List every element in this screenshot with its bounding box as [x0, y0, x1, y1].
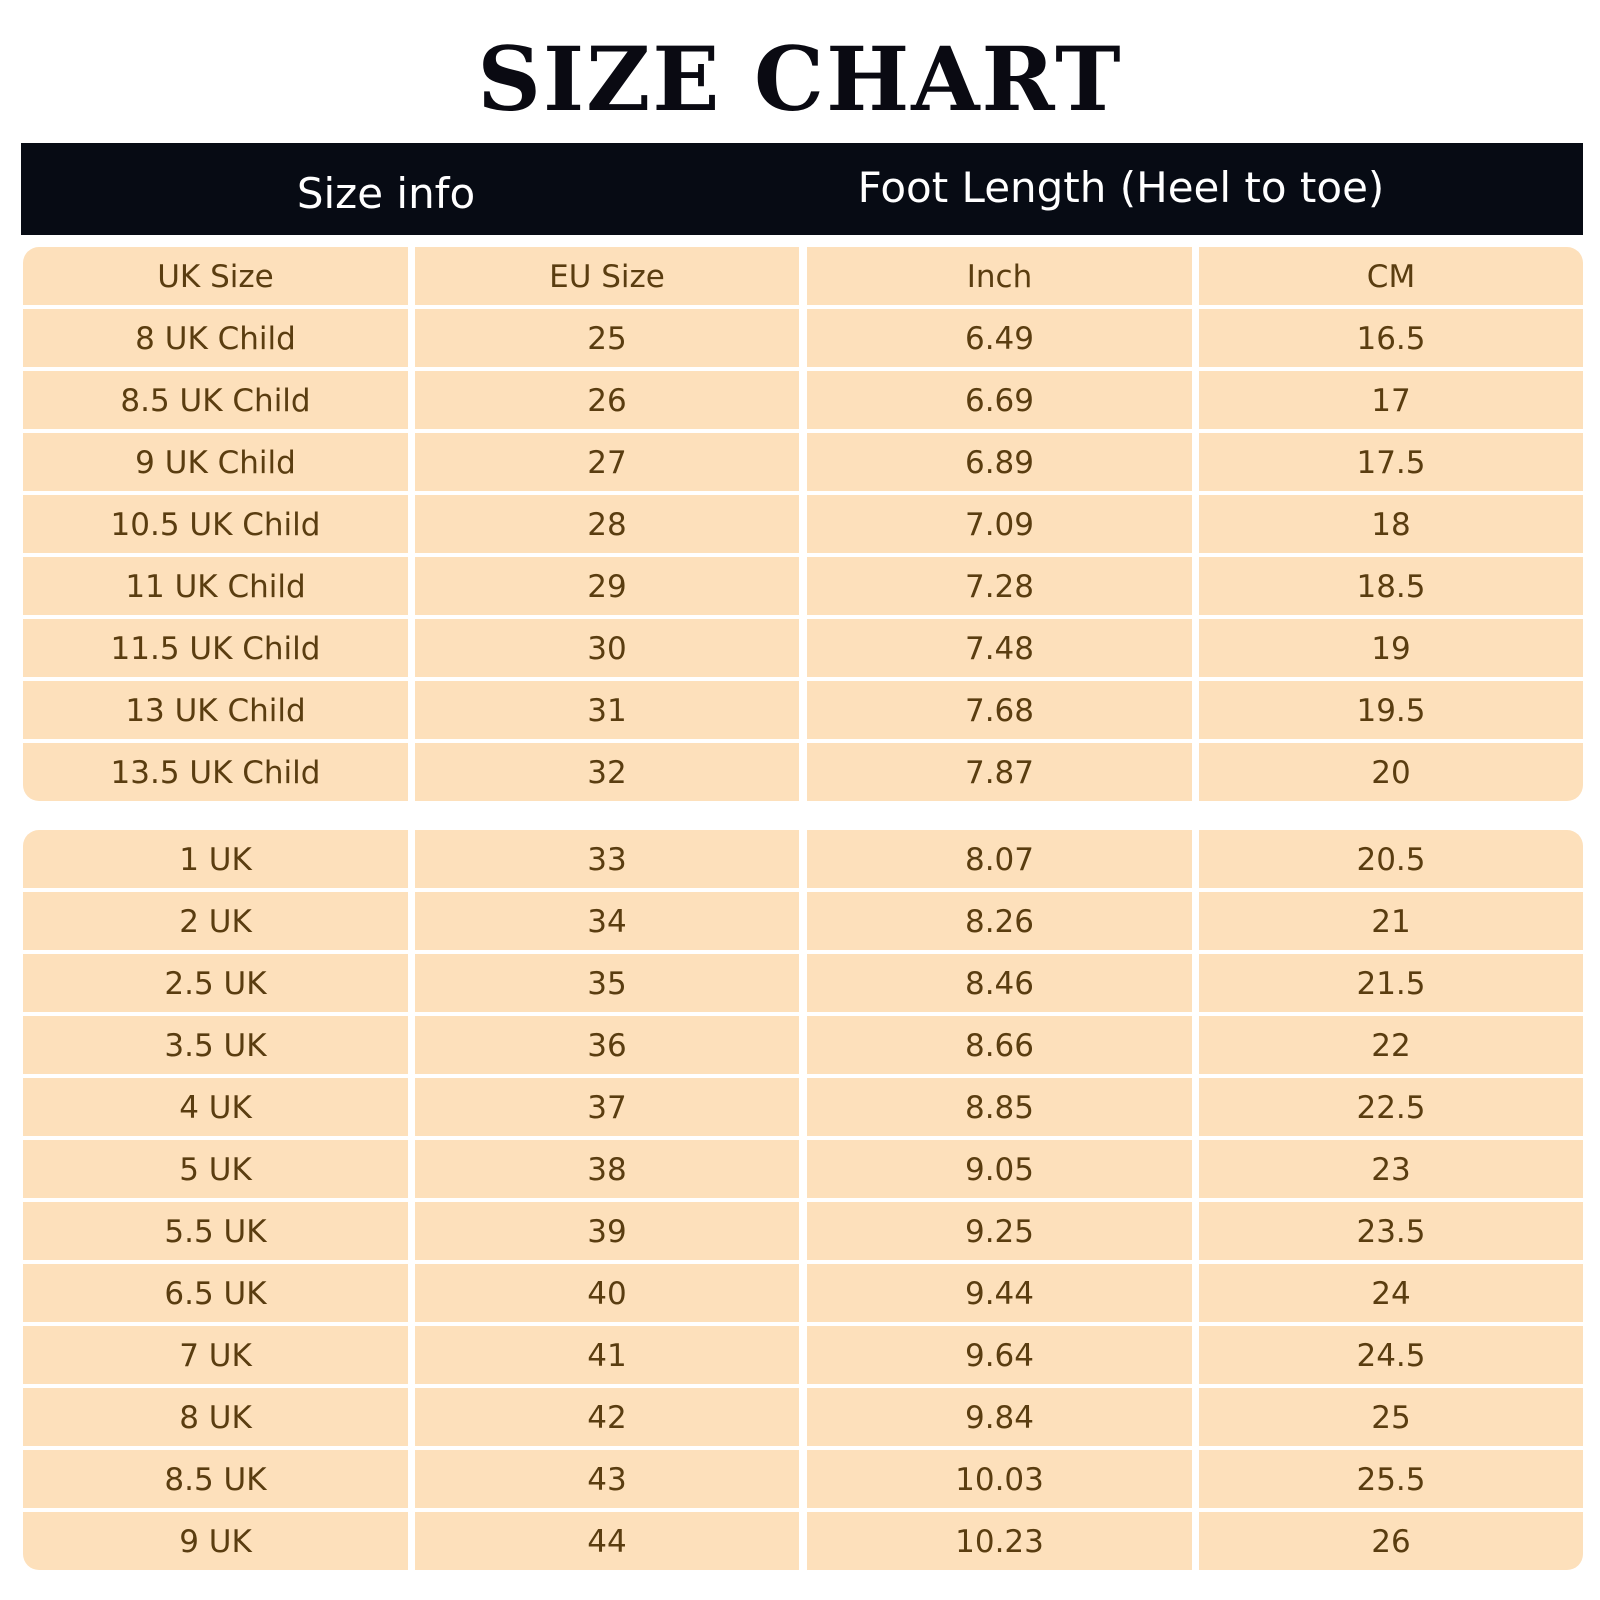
column-header: EU Size	[415, 247, 799, 305]
uk-size-cell: 13 UK Child	[23, 681, 408, 739]
table-row	[21, 557, 1583, 615]
column-header: UK Size	[23, 247, 408, 305]
inch-cell: 6.69	[807, 371, 1192, 429]
cm-cell: 23	[1199, 1140, 1583, 1198]
inch-cell: 8.07	[807, 830, 1192, 888]
uk-size-cell: 2.5 UK	[23, 954, 408, 1012]
cm-cell: 23.5	[1199, 1202, 1583, 1260]
eu-size-cell: 37	[415, 1078, 799, 1136]
table-row	[21, 495, 1583, 553]
table-row	[21, 619, 1583, 677]
cm-cell: 21	[1199, 892, 1583, 950]
inch-cell: 9.64	[807, 1326, 1192, 1384]
eu-size-cell: 28	[415, 495, 799, 553]
inch-cell: 8.46	[807, 954, 1192, 1012]
inch-cell: 9.05	[807, 1140, 1192, 1198]
inch-cell: 8.66	[807, 1016, 1192, 1074]
cm-cell: 21.5	[1199, 954, 1583, 1012]
cm-cell: 26	[1199, 1512, 1583, 1570]
cm-cell: 24.5	[1199, 1326, 1583, 1384]
inch-cell: 9.84	[807, 1388, 1192, 1446]
cm-cell: 19	[1199, 619, 1583, 677]
table-row	[21, 892, 1583, 950]
eu-size-cell: 35	[415, 954, 799, 1012]
uk-size-cell: 5.5 UK	[23, 1202, 408, 1260]
header-foot-length: Foot Length (Heel to toe)	[857, 162, 1385, 212]
eu-size-cell: 29	[415, 557, 799, 615]
cm-cell: 20	[1199, 743, 1583, 801]
inch-cell: 7.09	[807, 495, 1192, 553]
inch-cell: 6.49	[807, 309, 1192, 367]
table-row	[21, 681, 1583, 739]
inch-cell: 10.03	[807, 1450, 1192, 1508]
table-row	[21, 954, 1583, 1012]
inch-cell: 7.48	[807, 619, 1192, 677]
uk-size-cell: 10.5 UK Child	[23, 495, 408, 553]
cm-cell: 18	[1199, 495, 1583, 553]
eu-size-cell: 31	[415, 681, 799, 739]
cm-cell: 16.5	[1199, 309, 1583, 367]
table-row	[21, 1016, 1583, 1074]
eu-size-cell: 42	[415, 1388, 799, 1446]
uk-size-cell: 9 UK Child	[23, 433, 408, 491]
uk-size-cell: 2 UK	[23, 892, 408, 950]
cm-cell: 17	[1199, 371, 1583, 429]
table-row	[21, 1388, 1583, 1446]
cm-cell: 22	[1199, 1016, 1583, 1074]
inch-cell: 7.28	[807, 557, 1192, 615]
cm-cell: 18.5	[1199, 557, 1583, 615]
inch-cell: 6.89	[807, 433, 1192, 491]
inch-cell: 7.87	[807, 743, 1192, 801]
inch-cell: 9.25	[807, 1202, 1192, 1260]
table-row	[21, 743, 1583, 801]
uk-size-cell: 1 UK	[23, 830, 408, 888]
inch-cell: 7.68	[807, 681, 1192, 739]
uk-size-cell: 7 UK	[23, 1326, 408, 1384]
uk-size-cell: 5 UK	[23, 1140, 408, 1198]
eu-size-cell: 41	[415, 1326, 799, 1384]
table-row	[21, 830, 1583, 888]
eu-size-cell: 32	[415, 743, 799, 801]
uk-size-cell: 4 UK	[23, 1078, 408, 1136]
uk-size-cell: 8 UK	[23, 1388, 408, 1446]
cm-cell: 24	[1199, 1264, 1583, 1322]
inch-cell: 9.44	[807, 1264, 1192, 1322]
table-row	[21, 1078, 1583, 1136]
inch-cell: 10.23	[807, 1512, 1192, 1570]
uk-size-cell: 8.5 UK	[23, 1450, 408, 1508]
column-header-row	[21, 247, 1583, 305]
eu-size-cell: 38	[415, 1140, 799, 1198]
eu-size-cell: 43	[415, 1450, 799, 1508]
table-row	[21, 1264, 1583, 1322]
uk-size-cell: 9 UK	[23, 1512, 408, 1570]
inch-cell: 8.85	[807, 1078, 1192, 1136]
eu-size-cell: 44	[415, 1512, 799, 1570]
eu-size-cell: 25	[415, 309, 799, 367]
column-header: CM	[1199, 247, 1583, 305]
table-row	[21, 1326, 1583, 1384]
page-title: SIZE CHART	[477, 27, 1123, 131]
uk-size-cell: 6.5 UK	[23, 1264, 408, 1322]
eu-size-cell: 33	[415, 830, 799, 888]
cm-cell: 25.5	[1199, 1450, 1583, 1508]
eu-size-cell: 34	[415, 892, 799, 950]
table-header-bar	[21, 143, 1583, 235]
uk-size-cell: 8 UK Child	[23, 309, 408, 367]
eu-size-cell: 36	[415, 1016, 799, 1074]
cm-cell: 20.5	[1199, 830, 1583, 888]
eu-size-cell: 30	[415, 619, 799, 677]
table-row	[21, 371, 1583, 429]
table-row	[21, 1450, 1583, 1508]
table-row	[21, 1140, 1583, 1198]
table-row	[21, 433, 1583, 491]
cm-cell: 17.5	[1199, 433, 1583, 491]
uk-size-cell: 11 UK Child	[23, 557, 408, 615]
uk-size-cell: 11.5 UK Child	[23, 619, 408, 677]
eu-size-cell: 40	[415, 1264, 799, 1322]
column-header: Inch	[807, 247, 1192, 305]
cm-cell: 19.5	[1199, 681, 1583, 739]
cm-cell: 25	[1199, 1388, 1583, 1446]
header-size-info: Size info	[296, 168, 476, 218]
inch-cell: 8.26	[807, 892, 1192, 950]
table-row	[21, 1512, 1583, 1570]
uk-size-cell: 3.5 UK	[23, 1016, 408, 1074]
eu-size-cell: 39	[415, 1202, 799, 1260]
table-row	[21, 309, 1583, 367]
eu-size-cell: 27	[415, 433, 799, 491]
uk-size-cell: 8.5 UK Child	[23, 371, 408, 429]
table-row	[21, 1202, 1583, 1260]
cm-cell: 22.5	[1199, 1078, 1583, 1136]
eu-size-cell: 26	[415, 371, 799, 429]
uk-size-cell: 13.5 UK Child	[23, 743, 408, 801]
